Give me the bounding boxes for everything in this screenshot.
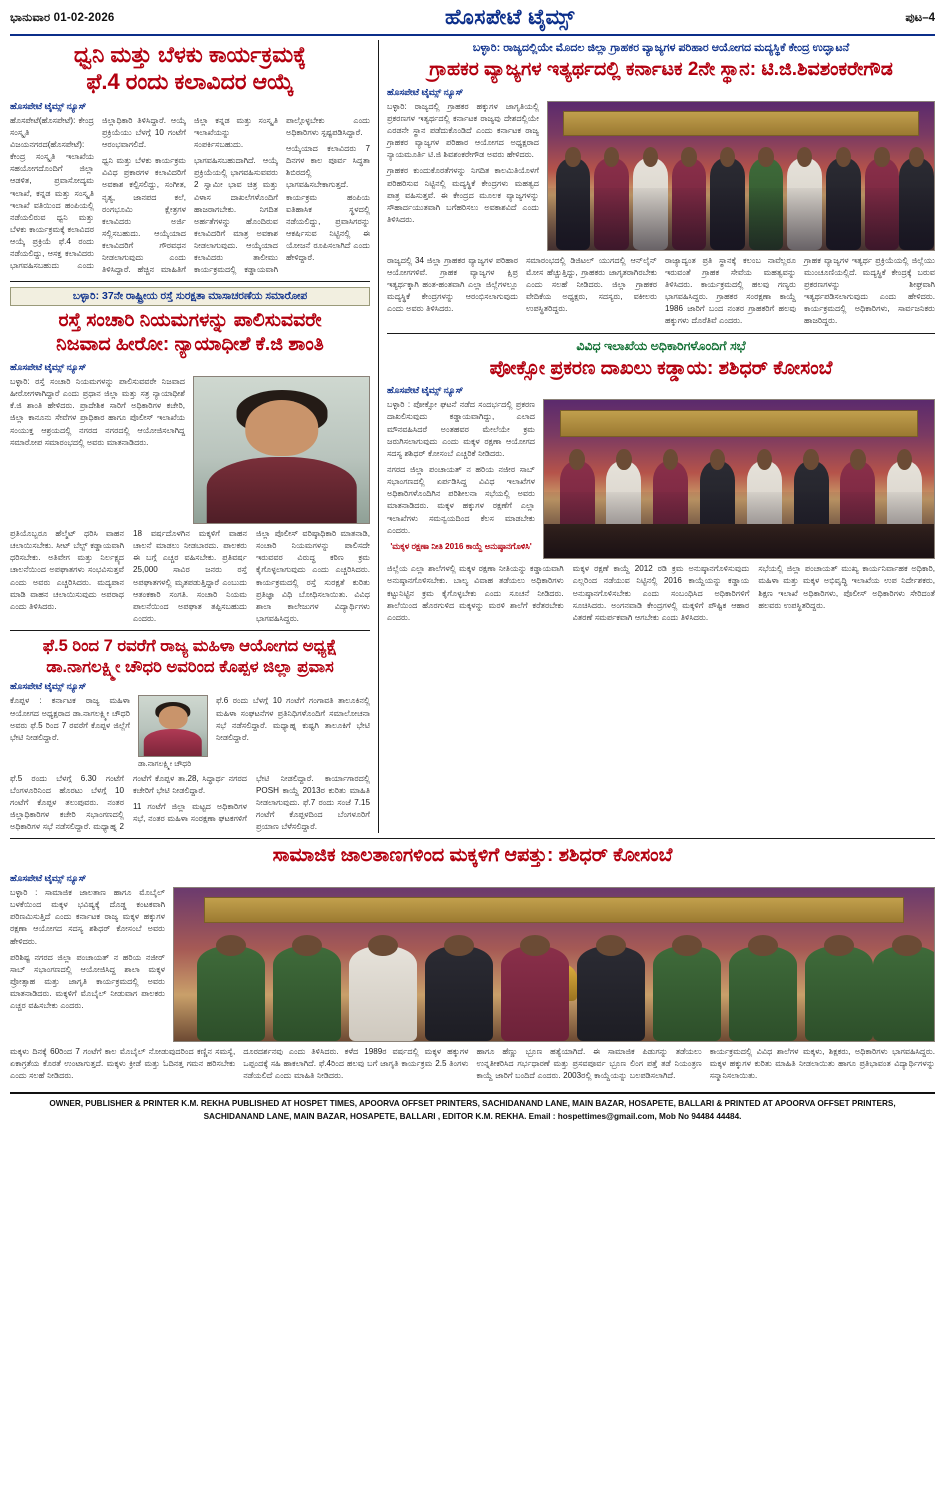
article-pocso-kicker: ವಿವಿಧ ಇಲಾಖೆಯ ಅಧಿಕಾರಿಗಳೊಂದಿಗೆ ಸಭೆ: [576, 338, 746, 353]
photo-people: [174, 931, 934, 1041]
article-consumer: [387, 42, 935, 328]
article-road-safety-col1: [10, 376, 185, 449]
byline: ಹೊಸಪೇಟೆ ಟೈಮ್ಸ್ ನ್ಯೂಸ್: [10, 873, 87, 884]
person: [887, 461, 922, 559]
photo-people: [548, 143, 934, 250]
page-number: ಪುಟ–4: [905, 11, 935, 24]
article-road-safety: [10, 287, 370, 625]
photo-people: [544, 445, 934, 559]
divider: [10, 838, 935, 839]
meeting-table: [544, 524, 934, 559]
event-banner: [204, 897, 903, 923]
paragraph: ಆಯ್ಕೆಯಾದ ಕಲಾವಿದರು 7 ದಿನಗಳ ಕಾಲ ಪೂರ್ವ ಸಿದ್ಧತಾ ಶಿಬಿರದಲ್ಲಿ ಭಾಗವಹಿಸಬೇಕಾಗುತ್ತದೆ. ಕಾರ್ಯಕ್ರಮ ಹಂಪಿಯ ಐತಿಹಾಸಿಕ ಸ್ಥಳದಲ್ಲಿ ನಡೆಯಲಿದ್ದು, ಪ್ರವಾಸಿಗರನ್ನು ಆಕರ್ಷಿಸುವ ನಿಟ್ಟಿನಲ್ಲಿ ಈ ಯೋಜನೆ ರೂಪಿಸಲಾಗಿದೆ ಎಂದು ಹೇಳಿದ್ದಾರೆ.: [286, 143, 370, 263]
paragraph: ಜಿಲ್ಲೆಯ ಎಲ್ಲಾ ಶಾಲೆಗಳಲ್ಲಿ ಮಕ್ಕಳ ರಕ್ಷಣಾ ನೀತಿಯನ್ನು ಕಡ್ಡಾಯವಾಗಿ ಅನುಷ್ಠಾನಗೊಳಿಸಬೇಕು. ಬಾಲ್ಯ ವಿವಾಹ ತಡೆಯಲು ಅಧಿಕಾರಿಗಳು ಕಟ್ಟುನಿಟ್ಟಿನ ಕ್ರಮ ಕೈಗೊಳ್ಳಬೇಕು ಎಂದು ಸೂಚನೆ ನೀಡಿದರು. ಶಾಲೆಯಿಂದ ಹೊರಗುಳಿದ ಮಕ್ಕಳನ್ನು ಮರಳಿ ಶಾಲೆಗೆ ಕರೆತರಬೇಕು ಎಂದರು.: [387, 564, 564, 622]
page-body: [10, 40, 935, 833]
consumer-event-photo: [547, 101, 935, 251]
paragraph: 18 ವರ್ಷದೊಳಗಿನ ಮಕ್ಕಳಿಗೆ ವಾಹನ ಚಾಲನೆ ಮಾಡಲು ನೀಡಬಾರದು. ಪಾಲಕರು ಈ ಬಗ್ಗೆ ಎಚ್ಚರ ವಹಿಸಬೇಕು. ಪ್ರತಿವರ್ಷ 25,000 ಸಾವಿರ ಜನರು ರಸ್ತೆ ಅಪಘಾತಗಳಲ್ಲಿ ಮೃತಪಡುತ್ತಿದ್ದಾರೆ ಎಂಬುದು ಆತಂಕಕಾರಿ ಸಂಗತಿ. ಸಂಚಾರಿ ನಿಯಮ ಪಾಲನೆಯಿಂದ ಅಪಘಾತ ತಪ್ಪಿಸಬಹುದು ಎಂದರು.: [133, 528, 247, 623]
person: [873, 946, 935, 1041]
article-social-media-top: [10, 887, 935, 1042]
paragraph: ಹಾಗೂ ಹೆಣ್ಣು ಭ್ರೂಣ ಹತ್ಯೆಯಾಗಿದೆ. ಈ ಸಾಮಾಜಿಕ ಪಿಡುಗನ್ನು ತಡೆಯಲು ಉನ್ನತೀಕರಿಸಿದ ಗರ್ಭಧಾರಣೆ ಮತ್ತು ಪ್ರಸವಪೂರ್ವ ಭ್ರೂಣ ಲಿಂಗ ಪತ್ತೆ ತಡೆ ನಿಯಂತ್ರಣ ಕಾಯ್ದೆ ಜಾರಿಗೆ ಬಂದಿದೆ ಎಂದರು. 2003ರಲ್ಲಿ ಕಾಯ್ದೆಯನ್ನು ಬಲಪಡಿಸಲಾಗಿದೆ.: [476, 1047, 702, 1081]
person: [594, 158, 629, 250]
paragraph: 11 ಗಂಟೆಗೆ ಜಿಲ್ಲಾ ಮಟ್ಟದ ಅಧಿಕಾರಿಗಳ ಸಭೆ, ನಂತರ ಮಹಿಳಾ ಸಂರಕ್ಷಣಾ ಘಟಕಗಳಿಗೆ ಭೇಟಿ ನೀಡಲಿದ್ದಾರೆ. ಕಾರ್ಯಾಗಾರದಲ್ಲಿ POSH ಕಾಯ್ದೆ 2013ರ ಕುರಿತು ಮಾಹಿತಿ ನೀಡಲಾಗುವುದು. ಫೆ.7 ರಂದು ಸಂಜೆ 7.15 ಗಂಟೆಗೆ ಕೊಪ್ಪಳದಿಂದ ಬೆಂಗಳೂರಿಗೆ ಪ್ರಯಾಣ ಬೆಳೆಸಲಿದ್ದಾರೆ.: [133, 773, 370, 832]
paragraph: ಫೆ.5 ರಂದು ಬೆಳಗ್ಗೆ 6.30 ಗಂಟೆಗೆ ಬೆಂಗಳೂರಿನಿಂದ ಹೊರಟು ಬೆಳಗ್ಗೆ 10 ಗಂಟೆಗೆ ಕೊಪ್ಪಳ ತಲುಪುವರು. ನಂತರ ಜಿಲ್ಲಾಧಿಕಾರಿಗಳ ಕಚೇರಿ ಸಭಾಂಗಣದಲ್ಲಿ ಅಧಿಕಾರಿಗಳ ಸಭೆ ನಡೆಸಲಿದ್ದಾರೆ. ಮಧ್ಯಾಹ್ನ 2 ಗಂಟೆಗೆ ಕೊಪ್ಪಳ ತಾ.28, ಸಿದ್ಧಾರ್ಥ ನಗರದ ಕಚೇರಿಗೆ ಭೇಟಿ ನೀಡಲಿದ್ದಾರೆ.: [10, 773, 247, 832]
paragraph: ಜಿಲ್ಲಾ ಪೊಲೀಸ್ ವರಿಷ್ಠಾಧಿಕಾರಿ ಮಾತನಾಡಿ, ಸಂಚಾರಿ ನಿಯಮಗಳನ್ನು ಪಾಲಿಸದೇ ಇರುವವರ ವಿರುದ್ಧ ಕಠಿಣ ಕ್ರಮ ಕೈಗೊಳ್ಳಲಾಗುವುದು ಎಂದು ಎಚ್ಚರಿಸಿದರು. ಕಾರ್ಯಕ್ರಮದಲ್ಲಿ ರಸ್ತೆ ಸುರಕ್ಷತೆ ಕುರಿತು ಪ್ರತಿಜ್ಞಾ ವಿಧಿ ಬೋಧಿಸಲಾಯಿತು. ವಿವಿಧ ಶಾಲಾ ಕಾಲೇಜುಗಳ ವಿದ್ಯಾರ್ಥಿಗಳು ಭಾಗವಹಿಸಿದ್ದರು.: [256, 528, 370, 623]
students-award-photo: [173, 887, 935, 1042]
person: [710, 158, 745, 250]
paragraph: ಮಕ್ಕಳು ದಿನಕ್ಕೆ 60ರಿಂದ 7 ಗಂಟೆಗೆ ಕಾಲ ಮೊಬೈಲ್ ನೋಡುವುದರಿಂದ ಕಣ್ಣಿನ ಸಮಸ್ಯೆ, ಏಕಾಗ್ರತೆಯ ಕೊರತೆ ಉಂಟಾಗುತ್ತದೆ. ಮಕ್ಕಳು ಕ್ರೀಡೆ ಮತ್ತು ಓದಿನತ್ತ ಗಮನ ಹರಿಸಬೇಕು ಎಂದು ಸಲಹೆ ನೀಡಿದರು.: [10, 1047, 236, 1081]
article-social-media-headline: ಸಾಮಾಜಿಕ ಜಾಲತಾಣಗಳಿಂದ ಮಕ್ಕಳಿಗೆ ಆಪತ್ತು: ಶಶಿಧರ್ ಕೋಸಂಬೆ: [272, 845, 673, 867]
person: [729, 946, 797, 1041]
article-pocso-body: [387, 563, 935, 624]
person: [425, 946, 493, 1041]
person: [556, 158, 591, 250]
pocso-meeting-photo: [543, 399, 935, 559]
headline-line-2: ಡಾ.ನಾಗಲಕ್ಷ್ಮೀ ಚೌಧರಿ ಅವರಿಂದ ಕೊಪ್ಪಳ ಜಿಲ್ಲಾ ಪ್ರವಾಸ: [46, 657, 334, 676]
paragraph: ಮಕ್ಕಳ ರಕ್ಷಣೆ ಕಾಯ್ದೆ 2012 ರಡಿ ಕ್ರಮ ಅನುಷ್ಠಾನಗೊಳಿಸುವುದು ಎಲ್ಲರಿಂದ ನಡೆಯುವ ನಿಟ್ಟಿನಲ್ಲಿ 2016 ಕಾಯ್ದೆಯನ್ನು ಕಡ್ಡಾಯ ಅನುಷ್ಠಾನಗೊಳಿಸಬೇಕು ಎಂದು ಸಂಬಂಧಿಸಿದ ಅಧಿಕಾರಿಗಳಿಗೆ ಸೂಚಿಸಿದರು. ಅಂಗನವಾಡಿ ಕೇಂದ್ರಗಳಲ್ಲಿ ಮಕ್ಕಳಿಗೆ ಪೌಷ್ಟಿಕ ಆಹಾರ ವಿತರಣೆ ಸಮರ್ಪಕವಾಗಿ ಆಗಬೇಕು ಎಂದು ತಿಳಿಸಿದರು.: [572, 564, 750, 622]
article-women-col1: [10, 695, 130, 744]
article-consumer-col1: [387, 101, 539, 226]
article-sound-light-headline: [10, 42, 370, 96]
person: [560, 461, 595, 559]
article-road-safety-kicker: ಬಳ್ಳಾರಿ: 37ನೇ ರಾಷ್ಟ್ರೀಯ ರಸ್ತೆ ಸುರಕ್ಷತಾ ಮಾಸಾಚರಣೆಯ ಸಮಾರೋಪ: [10, 287, 370, 306]
article-sound-light-body: [10, 115, 370, 277]
paragraph: ಸಭೆಯಲ್ಲಿ ಜಿಲ್ಲಾ ಪಂಚಾಯತ್ ಮುಖ್ಯ ಕಾರ್ಯನಿರ್ವಾಹಕ ಅಧಿಕಾರಿ, ಮಹಿಳಾ ಮತ್ತು ಮಕ್ಕಳ ಅಭಿವೃದ್ಧಿ ಇಲಾಖೆಯ ಉಪ ನಿರ್ದೇಶಕರು, ಶಿಕ್ಷಣ ಇಲಾಖೆ ಅಧಿಕಾರಿಗಳು, ಪೊಲೀಸ್ ಅಧಿಕಾರಿಗಳು ಸೇರಿದಂತೆ ಹಲವರು ಉಪಸ್ಥಿತರಿದ್ದರು.: [758, 564, 935, 610]
paragraph: ಬಳ್ಳಾರಿ: ರಸ್ತೆ ಸಂಚಾರಿ ನಿಯಮಗಳನ್ನು ಪಾಲಿಸುವವರೇ ನಿಜವಾದ ಹೀರೋಗಳಾಗಿದ್ದಾರೆ ಎಂದು ಪ್ರಧಾನ ಜಿಲ್ಲಾ ಮತ್ತು ಸತ್ರ ನ್ಯಾಯಾಧೀಶೆ ಕೆ.ಜಿ ಶಾಂತಿ ಹೇಳಿದರು. ಪ್ರಾದೇಶಿಕ ಸಾರಿಗೆ ಅಧಿಕಾರಿಗಳ ಕಚೇರಿ, ಜಿಲ್ಲಾ ಕಾನೂನು ಸೇವೆಗಳ ಪ್ರಾಧಿಕಾರ ಹಾಗೂ ಪೊಲೀಸ್ ಇಲಾಖೆಯ ಸಂಯುಕ್ತ ಆಶ್ರಯದಲ್ಲಿ ನಗರದ ನಗರದಲ್ಲಿ ಆಯೋಜಿಸಲಾಗಿದ್ದ ಸಮಾರೋಪ ಸಮಾರಂಭದಲ್ಲಿ ಅವರು ಮಾತನಾಡಿದರು.: [10, 376, 185, 447]
person: [826, 158, 861, 250]
person: [700, 461, 735, 559]
person: [672, 158, 707, 250]
article-pocso: [387, 339, 935, 624]
headline-line-1: ಫೆ.5 ರಿಂದ 7 ರವರೆಗೆ ರಾಜ್ಯ ಮಹಿಳಾ ಆಯೋಗದ ಅಧ್ಯಕ್ಷೆ: [42, 637, 338, 656]
paragraph: ಬಳ್ಳಾರಿ: ರಾಜ್ಯದಲ್ಲಿ ಗ್ರಾಹಕರ ಹಕ್ಕುಗಳ ಜಾಗೃತಿಯಲ್ಲಿ ಪ್ರಕರಣಗಳ ಇತ್ಯರ್ಥದಲ್ಲಿ ಕರ್ನಾಟಕ ರಾಜ್ಯವು ದೇಶದಲ್ಲಿಯೇ ಎರಡನೇ ಸ್ಥಾನ ಪಡೆದುಕೊಂಡಿದೆ ಎಂದು ಕರ್ನಾಟಕ ರಾಜ್ಯ ಗ್ರಾಹಕರ ವ್ಯಾಜ್ಯಗಳ ಪರಿಹಾರ ಆಯೋಗದ ಅಧ್ಯಕ್ಷರಾದ ನ್ಯಾಯಮೂರ್ತಿ ಟಿ.ಜಿ ಶಿವಶಂಕರೇಗೌಡ ಅವರು ಹೇಳಿದರು.: [387, 101, 539, 160]
paragraph: ದೂರದರ್ಶನವು ಎಂದು ತಿಳಿಸಿದರು. ಕಳೆದ 1989ರ ವರ್ಷದಲ್ಲಿ ಮಕ್ಕಳ ಹಕ್ಕುಗಳ ಒಪ್ಪಂದಕ್ಕೆ ಸಹಿ ಹಾಕಲಾಗಿದೆ. ಫೆ.4ರಿಂದ ಹಲವು ಬಗೆ ಜಾಗೃತಿ ಕಾರ್ಯಕ್ರಮ 2.5 ತಿಂಗಳು ನಡೆಯಲಿದೆ ಎಂದು ಮಾಹಿತಿ ನೀಡಿದರು.: [243, 1047, 469, 1081]
article-women-commission-top: [10, 695, 370, 769]
paragraph: ಸಮಾರಂಭದಲ್ಲಿ ಡಿಜಿಟಲ್ ಯುಗದಲ್ಲಿ ಆನ್‌ಲೈನ್ ಮೋಸ ಹೆಚ್ಚುತ್ತಿದ್ದು, ಗ್ರಾಹಕರು ಜಾಗೃತರಾಗಿರಬೇಕು ಎಂದು ಸಲಹೆ ನೀಡಿದರು. ಜಿಲ್ಲಾ ಗ್ರಾಹಕರ ವೇದಿಕೆಯ ಅಧ್ಯಕ್ಷರು, ಸದಸ್ಯರು, ವಕೀಲರು ಉಪಸ್ಥಿತರಿದ್ದರು.: [526, 255, 657, 314]
portrait-torso: [206, 457, 357, 523]
paragraph: ಫೆ.6 ರಂದು ಬೆಳಗ್ಗೆ 10 ಗಂಟೆಗೆ ಗಂಗಾವತಿ ತಾಲೂಕಿನಲ್ಲಿ ಮಹಿಳಾ ಸಂಘಟನೆಗಳ ಪ್ರತಿನಿಧಿಗಳೊಂದಿಗೆ ಸಮಾಲೋಚನಾ ಸಭೆ ನಡೆಸಲಿದ್ದಾರೆ. ಮಧ್ಯಾಹ್ನ ಕುಷ್ಟಗಿ ತಾಲೂಕಿಗೆ ಭೇಟಿ ನೀಡಲಿದ್ದಾರೆ.: [216, 696, 370, 742]
article-road-safety-headline: [10, 309, 370, 357]
person: [899, 158, 934, 250]
article-social-media: [10, 844, 935, 1086]
paragraph: ಭಾಗವಹಿಸಬಹುದಾಗಿದೆ. ಆಯ್ಕೆ ಪ್ರಕ್ರಿಯೆಯಲ್ಲಿ ಭಾಗವಹಿಸುವವರು 2 ಸ್ವಾಮೀ ಭಾವ ಚಿತ್ರ ಮತ್ತು ವಿಳಾಸ ದಾಖಲೆಗಳೊಂದಿಗೆ ಹಾಜರಾಗಬೇಕು. ನಿಗದಿತ ಅರ್ಹತೆಗಳನ್ನು ಹೊಂದಿರುವ ಕಲಾವಿದರಿಗೆ ಮಾತ್ರ ಅವಕಾಶ ನೀಡಲಾಗುವುದು. ಆಯ್ಕೆಯಾದ ಕಲಾವಿದರು ತಾಲೀಮು ಕಾರ್ಯಕ್ರಮದಲ್ಲಿ ಕಡ್ಡಾಯವಾಗಿ ಪಾಲ್ಗೊಳ್ಳಬೇಕು ಎಂದು ಅಧಿಕಾರಿಗಳು ಸ್ಪಷ್ಟಪಡಿಸಿದ್ದಾರೆ.: [194, 115, 370, 275]
article-women-commission-headline: [10, 636, 370, 677]
portrait-torso: [144, 729, 202, 756]
publication-date: ಭಾನುವಾರ 01-02-2026: [10, 11, 115, 24]
article-consumer-top: [387, 101, 935, 251]
person: [349, 946, 417, 1041]
person: [653, 461, 688, 559]
paragraph: ಹೊಸಪೇಟೆ(ಹೊಸಪೇಟೆ): ಕೇಂದ್ರ ಸಂಸ್ಕೃತಿ ವಿಜಯನಗರದ(ಹೊಸಪೇಟೆ): ಕೇಂದ್ರ ಸಂಸ್ಕೃತಿ ಇಲಾಖೆಯ ಸಹಯೋಗದೊಂದಿಗೆ ಜಿಲ್ಲಾ ಆಡಳಿತ, ಪ್ರವಾಸೋದ್ಯಮ ಇಲಾಖೆ, ಕನ್ನಡ ಮತ್ತು ಸಂಸ್ಕೃತಿ ಇಲಾಖೆ ವತಿಯಿಂದ ಹಂಪಿಯಲ್ಲಿ ನಡೆಯಲಿರುವ ಧ್ವನಿ ಮತ್ತು ಬೆಳಕು ಕಾರ್ಯಕ್ರಮಕ್ಕೆ ಕಲಾವಿದರ ಆಯ್ಕೆ ಪ್ರಕ್ರಿಯೆ ಫೆ.4 ರಂದು ನಡೆಯಲಿದ್ದು, ಆಸಕ್ತ ಕಲಾವಿದರು ಭಾಗವಹಿಸಬಹುದು ಎಂದು ಜಿಲ್ಲಾಧಿಕಾರಿ ತಿಳಿಸಿದ್ದಾರೆ. ಆಯ್ಕೆ ಪ್ರಕ್ರಿಯೆಯು ಬೆಳಗ್ಗೆ 10 ಗಂಟೆಗೆ ಆರಂಭವಾಗಲಿದೆ.: [10, 115, 186, 271]
portrait-face: [245, 400, 319, 455]
byline: ಹೊಸಪೇಟೆ ಟೈಮ್ಸ್ ನ್ಯೂಸ್: [10, 681, 87, 692]
paragraph: ಗ್ರಾಹಕರ ಕುಂದುಕೊರತೆಗಳನ್ನು ನಿಗದಿತ ಕಾಲಮಿತಿಯೊಳಗೆ ಪರಿಹರಿಸುವ ನಿಟ್ಟಿನಲ್ಲಿ ಮದ್ಯಸ್ಥಿಕೆ ಕೇಂದ್ರಗಳು ಮಹತ್ವದ ಪಾತ್ರ ವಹಿಸುತ್ತವೆ. ಈ ಕೇಂದ್ರದ ಮೂಲಕ ವ್ಯಾಜ್ಯಗಳನ್ನು ಸೌಹಾರ್ದಯುತವಾಗಿ ಬಗೆಹರಿಸಲು ಅವಕಾಶವಿದೆ ಎಂದು ತಿಳಿಸಿದರು.: [387, 166, 539, 225]
paragraph: ಗ್ರಾಹಕ ವ್ಯಾಜ್ಯಗಳ ಇತ್ಯರ್ಥ ಪ್ರಕ್ರಿಯೆಯಲ್ಲಿ ಜಿಲ್ಲೆಯು ಮುಂಚೂಣಿಯಲ್ಲಿದೆ. ಮದ್ಯಸ್ಥಿಕೆ ಕೇಂದ್ರಕ್ಕೆ ಬರುವ ಪ್ರಕರಣಗಳನ್ನು ಶೀಘ್ರವಾಗಿ ಇತ್ಯರ್ಥಪಡಿಸಲಾಗುವುದು ಎಂದು ಹೇಳಿದರು. ಕಾರ್ಯಕ್ರಮದಲ್ಲಿ ಅಧಿಕಾರಿಗಳು, ಸಾರ್ವಜನಿಕರು ಹಾಜರಿದ್ದರು.: [804, 255, 935, 326]
right-column: [378, 40, 935, 833]
paragraph: ಪರಿಶಿಷ್ಟ ನಗರದ ಜಿಲ್ಲಾ ಪಂಚಾಯತ್ ನ ಹರಿಯ ನಜೀರ್ ಸಾಬ್ ಸಭಾಂಗಣದಲ್ಲಿ ಆಯೋಜಿಸಿದ್ದ ಶಾಲಾ ಮಕ್ಕಳ ಪ್ರೋತ್ಸಾಹ ಮತ್ತು ಜಾಗೃತಿ ಕಾರ್ಯಕ್ರಮದಲ್ಲಿ ಅವರು ಮಾತನಾಡಿದರು. ಮಕ್ಕಳಿಗೆ ಮೊಬೈಲ್ ನೀಡುವಾಗ ಪಾಲಕರು ಎಚ್ಚರ ವಹಿಸಬೇಕು ಎಂದರು.: [10, 952, 165, 1011]
byline: ಹೊಸಪೇಟೆ ಟೈಮ್ಸ್ ನ್ಯೂಸ್: [387, 385, 464, 396]
newspaper-title: ಹೊಸಪೇಟೆ ಟೈಮ್ಸ್: [445, 6, 575, 29]
byline: ಹೊಸಪೇಟೆ ಟೈಮ್ಸ್ ನ್ಯೂಸ್: [10, 361, 87, 372]
article-pocso-pullquote: 'ಮಕ್ಕಳ ರಕ್ಷಣಾ ನೀತಿ 2016 ಕಾಯ್ದೆ ಅನುಷ್ಠಾನಗೊಳಿಸಿ': [390, 540, 532, 551]
paragraph: ನಗರದ ಜಿಲ್ಲಾ ಪಂಚಾಯತ್ ನ ಹರಿಯ ನಜೀರ ಸಾಬ್ ಸಭಾಂಗಣದಲ್ಲಿ ಏರ್ಪಡಿಸಿದ್ದ ವಿವಿಧ ಇಲಾಖೆಗಳ ಅಧಿಕಾರಿಗಳೊಂದಿಗಿನ ಪರಿಶೀಲನಾ ಸಭೆಯಲ್ಲಿ ಅವರು ಮಾತನಾಡಿದರು. ಮಕ್ಕಳ ಹಕ್ಕುಗಳ ರಕ್ಷಣೆಗೆ ಎಲ್ಲಾ ಇಲಾಖೆಗಳು ಸಮನ್ವಯದಿಂದ ಕೆಲಸ ಮಾಡಬೇಕು ಎಂದರು.: [387, 465, 535, 535]
article-pocso-col1: [387, 399, 535, 537]
paragraph: ಬಳ್ಳಾರಿ : ಪೋಕ್ಸೋ ಘಟನೆ ನಡೆದ ಸಂದರ್ಭದಲ್ಲಿ ಪ್ರಕರಣ ದಾಖಲಿಸುವುದು ಕಡ್ಡಾಯವಾಗಿದ್ದು, ಎಲಾದ ಮೌನವಹಿಸಿದರೆ ಅಂತಹವರ ಮೇಲೆಯೇ ಕ್ರಮ ಜರುಗಿಸಲಾಗುವುದು ಎಂದು ಮಕ್ಕಳ ರಕ್ಷಣಾ ಆಯೋಗದ ಸದಸ್ಯ ಶಶಿಧರ್ ಕೋಸಂಬೆ ಎಚ್ಚರಿಕೆ ನೀಡಿದರು.: [387, 400, 535, 458]
page-footer: [10, 1092, 935, 1123]
byline: ಹೊಸಪೇಟೆ ಟೈಮ್ಸ್ ನ್ಯೂಸ್: [387, 86, 464, 97]
divider: [10, 630, 370, 631]
headline-line-1: ರಸ್ತೆ ಸಂಚಾರಿ ನಿಯಮಗಳನ್ನು ಪಾಲಿಸುವವರೇ: [58, 310, 322, 332]
person: [865, 158, 900, 250]
person: [653, 946, 721, 1041]
event-banner: [563, 111, 918, 136]
headline-line-2: ನಿಜವಾದ ಹೀರೋ: ನ್ಯಾಯಾಧೀಶೆ ಕೆ.ಜಿ ಶಾಂತಿ: [56, 334, 324, 356]
person: [577, 946, 645, 1041]
article-consumer-body: [387, 255, 935, 328]
person: [794, 461, 829, 559]
paragraph: ಪ್ರತಿಯೊಬ್ಬರೂ ಹೆಲ್ಮೆಟ್ ಧರಿಸಿ ವಾಹನ ಚಲಾಯಿಸಬೇಕು. ಸೀಟ್ ಬೆಲ್ಟ್ ಕಡ್ಡಾಯವಾಗಿ ಧರಿಸಬೇಕು. ಅತಿವೇಗ ಮತ್ತು ನಿರ್ಲಕ್ಷ್ಯದ ಚಾಲನೆಯಿಂದ ಅಪಘಾತಗಳು ಸಂಭವಿಸುತ್ತವೆ ಎಂದು ಅವರು ಎಚ್ಚರಿಸಿದರು. ಮದ್ಯಪಾನ ಮಾಡಿ ವಾಹನ ಚಲಾಯಿಸುವುದು ಅಪರಾಧ ಎಂದು ತಿಳಿಸಿದರು.: [10, 528, 124, 611]
person: [747, 461, 782, 559]
article-road-safety-body: [10, 528, 370, 625]
paragraph: ಕೊಪ್ಪಳ : ಕರ್ನಾಟಕ ರಾಜ್ಯ ಮಹಿಳಾ ಆಯೋಗದ ಅಧ್ಯಕ್ಷರಾದ ಡಾ.ನಾಗಲಕ್ಷ್ಮೀ ಚೌಧರಿ ಅವರು ಫೆ.5 ರಿಂದ 7 ರವರೆಗೆ ಕೊಪ್ಪಳ ಜಿಲ್ಲೆಗೆ ಭೇಟಿ ನೀಡಲಿದ್ದಾರೆ.: [10, 696, 130, 742]
article-pocso-top: [387, 399, 935, 559]
paragraph: ಬಳ್ಳಾರಿ : ಸಾಮಾಜಿಕ ಜಾಲತಾಣ ಹಾಗೂ ಮೊಬೈಲ್ ಬಳಕೆಯಿಂದ ಮಕ್ಕಳ ಭವಿಷ್ಯಕ್ಕೆ ದೊಡ್ಡ ಕಂಟಕವಾಗಿ ಪರಿಣಮಿಸುತ್ತಿದೆ ಎಂದು ಕರ್ನಾಟಕ ರಾಜ್ಯ ಮಕ್ಕಳ ಹಕ್ಕುಗಳ ರಕ್ಷಣಾ ಆಯೋಗದ ಸದಸ್ಯ ಶಶಿಧರ್ ಕೋಸಂಬೆ ಅವರು ಹೇಳಿದರು.: [10, 888, 165, 946]
left-column: [10, 40, 370, 833]
byline: ಹೊಸಪೇಟೆ ಟೈಮ್ಸ್ ನ್ಯೂಸ್: [10, 100, 87, 111]
footer-line-2: SACHIDANAND LANE, MAIN BAZAR, HOSAPETE, BALLARI , EDITOR K.M. REKHA. Email : hospettimes@gmail.com, Mob No 94484 44484.: [203, 1111, 742, 1121]
article-consumer-headline: ಗ್ರಾಹಕರ ವ್ಯಾಜ್ಯಗಳ ಇತ್ಯರ್ಥದಲ್ಲಿ ಕರ್ನಾಟಕ 2ನೇ ಸ್ಥಾನ: ಟಿ.ಜಿ.ಶಿವಶಂಕರೇಗೌಡ: [429, 59, 893, 80]
paragraph: ಧ್ವನಿ ಮತ್ತು ಬೆಳಕು ಕಾರ್ಯಕ್ರಮ ವಿವಿಧ ಪ್ರಕಾರಗಳ ಕಲಾವಿದರಿಗೆ ಅವಕಾಶ ಕಲ್ಪಿಸಲಿದ್ದು, ಸಂಗೀತ, ನೃತ್ಯ, ಜಾನಪದ ಕಲೆ, ರಂಗಭೂಮಿ ಕ್ಷೇತ್ರಗಳ ಕಲಾವಿದರು ಅರ್ಜಿ ಸಲ್ಲಿಸಬಹುದು. ಆಯ್ಕೆಯಾದ ಕಲಾವಿದರಿಗೆ ಗೌರವಧನ ನೀಡಲಾಗುವುದು ಎಂದು ತಿಳಿಸಿದ್ದಾರೆ. ಹೆಚ್ಚಿನ ಮಾಹಿತಿಗೆ ಜಿಲ್ಲಾ ಕನ್ನಡ ಮತ್ತು ಸಂಸ್ಕೃತಿ ಇಲಾಖೆಯನ್ನು ಸಂಪರ್ಕಿಸಬಹುದು.: [102, 115, 278, 275]
divider: [387, 333, 935, 334]
chairperson-photo: [138, 695, 208, 757]
article-women-commission-body: [10, 773, 370, 834]
article-sound-light: [10, 42, 370, 276]
person: [501, 946, 569, 1041]
person: [197, 946, 265, 1041]
person: [805, 946, 873, 1041]
article-consumer-kicker: ಬಳ್ಳಾರಿ: ರಾಜ್ಯದಲ್ಲಿಯೇ ಮೊದಲ ಜಿಲ್ಲಾ ಗ್ರಾಹಕರ ವ್ಯಾಜ್ಯಗಳ ಪರಿಹಾರ ಆಯೋಗದ ಮದ್ಯಸ್ಥಿಕೆ ಕೇಂದ್ರ ಉದ್ಘಾಟನೆ: [472, 42, 850, 54]
article-women-commission: [10, 636, 370, 833]
portrait-face: [159, 706, 188, 729]
person: [749, 158, 784, 250]
paragraph: ರಾಜ್ಯದಲ್ಲಿ 34 ಜಿಲ್ಲಾ ಗ್ರಾಹಕರ ವ್ಯಾಜ್ಯಗಳ ಪರಿಹಾರ ಆಯೋಗಗಳಿವೆ. ಗ್ರಾಹಕ ವ್ಯಾಜ್ಯಗಳ ಕ್ಷಿಪ್ರ ಇತ್ಯರ್ಥಕ್ಕಾಗಿ ಹಂತ-ಹಂತವಾಗಿ ಎಲ್ಲಾ ಜಿಲ್ಲೆಗಳಲ್ಲೂ ಮದ್ಯಸ್ಥಿಕೆ ಕೇಂದ್ರಗಳನ್ನು ಆರಂಭಿಸಲಾಗುವುದು ಎಂದು ಅವರು ತಿಳಿಸಿದರು.: [387, 255, 518, 314]
person: [840, 461, 875, 559]
divider: [10, 281, 370, 282]
judge-portrait-photo: [193, 376, 370, 524]
person: [273, 946, 341, 1041]
paragraph: ಕಾರ್ಯಕ್ರಮದಲ್ಲಿ ವಿವಿಧ ಶಾಲೆಗಳ ಮಕ್ಕಳು, ಶಿಕ್ಷಕರು, ಅಧಿಕಾರಿಗಳು ಭಾಗವಹಿಸಿದ್ದರು. ಮಕ್ಕಳ ಹಕ್ಕುಗಳ ಕುರಿತು ಮಾಹಿತಿ ನೀಡಲಾಯಿತು ಹಾಗೂ ಪ್ರತಿಭಾವಂತ ವಿದ್ಯಾರ್ಥಿಗಳನ್ನು ಸನ್ಮಾನಿಸಲಾಯಿತು.: [709, 1047, 935, 1081]
article-social-col1: [10, 887, 165, 1012]
footer-line-1: OWNER, PUBLISHER & PRINTER K.M. REKHA PUBLISHED AT HOSPET TIMES, APOORVA OFFSET PRINTERS, SACHIDANAND LANE, MAIN BAZAR, HOSAPETE, BALLARI & PRINTED AT APOORVA OFFSET PRINTERS,: [49, 1099, 896, 1109]
article-pocso-headline: ಪೋಕ್ಸೋ ಪ್ರಕರಣ ದಾಖಲು ಕಡ್ಡಾಯ: ಶಶಿಧರ್ ಕೋಸಂಬೆ: [489, 357, 833, 379]
person: [787, 158, 822, 250]
article-road-safety-top: [10, 376, 370, 524]
paragraph: ರಾಜ್ಯಾದ್ಯಂತ ಪ್ರತಿ ಸ್ಥಾನಕ್ಕೆ ಕಲಂಬ ನಾವೆಲ್ಲರೂ ಇರುವಂತೆ ಗ್ರಾಹಕ ಸೇವೆಯ ಮಹತ್ವವನ್ನು ತಿಳಿಸಿದರು. ಕಾರ್ಯಕ್ರಮದಲ್ಲಿ ಹಲವು ಗಣ್ಯರು ಭಾಗವಹಿಸಿದ್ದರು. ಗ್ರಾಹಕರ ಸಂರಕ್ಷಣಾ ಕಾಯ್ದೆ 1986 ಜಾರಿಗೆ ಬಂದ ನಂತರ ಗ್ರಾಹಕರಿಗೆ ಹಲವು ಹಕ್ಕುಗಳು ದೊರೆತಿವೆ ಎಂದರು.: [665, 255, 796, 326]
article-women-col2: [216, 695, 370, 744]
person: [606, 461, 641, 559]
masthead: [10, 6, 935, 36]
article-social-media-body: [10, 1046, 935, 1086]
event-banner: [560, 410, 919, 437]
headline-line-1: ಧ್ವನಿ ಮತ್ತು ಬೆಳಕು ಕಾರ್ಯಕ್ರಮಕ್ಕೆ: [73, 42, 307, 67]
photo-caption: ಡಾ.ನಾಗಲಕ್ಷ್ಮೀ ಚೌಧರಿ: [138, 759, 192, 769]
headline-line-2: ಫೆ.4 ರಂದು ಕಲಾವಿದರ ಆಯ್ಕೆ: [86, 68, 294, 94]
person: [633, 158, 668, 250]
